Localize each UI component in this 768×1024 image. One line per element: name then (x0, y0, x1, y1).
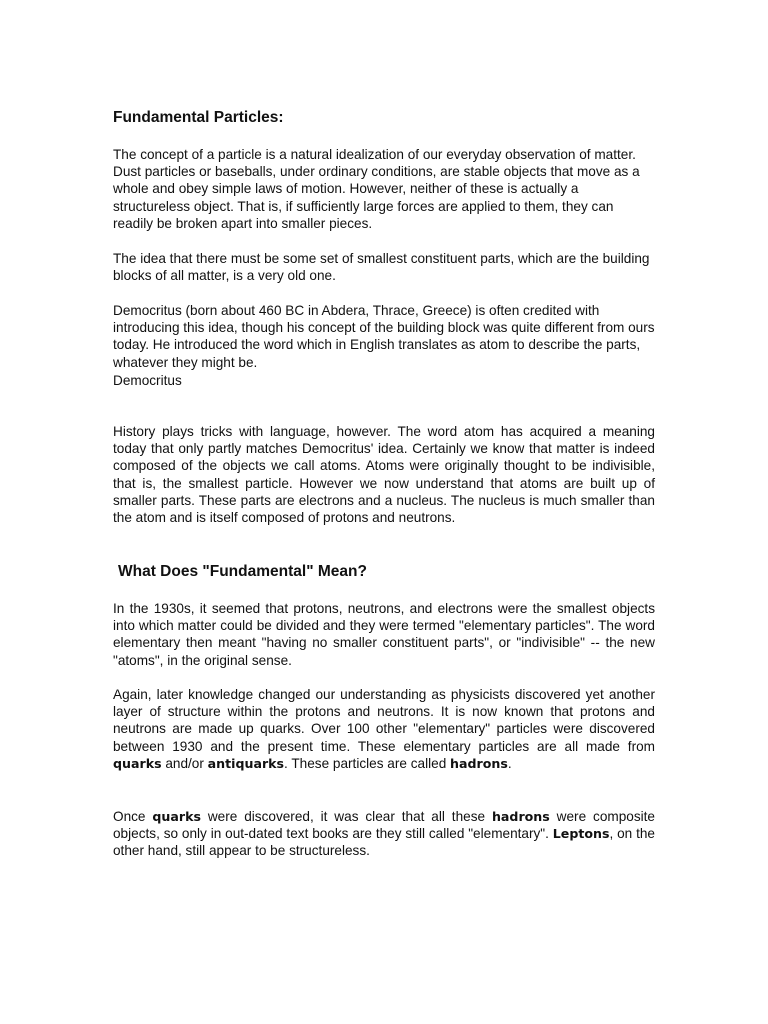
text-segment: Once (113, 809, 153, 824)
bold-term-quarks: quarks (113, 755, 162, 771)
paragraph-concept-of-particle: The concept of a particle is a natural idealization of our everyday observation of matter. Dust particles or baseballs, under ordinary conditions, are stable objects that move as a whole and obey simple laws of motion. However, neither of these is actually a structureless object. That is, if sufficiently large forces are applied to them, they can readily be broken apart into smaller pieces. (113, 147, 640, 231)
text-segment: . (507, 755, 512, 771)
text-segment: , on the other hand, still appear to be structureless. (113, 826, 655, 859)
text-segment: . These particles are called (284, 755, 451, 771)
paragraph-1930s: In the 1930s, it seemed that protons, neutrons, and electrons were the smallest objects into which matter could be divided and they were termed "elementary particles". The word elementary then meant "having no smaller constituent parts", or "indivisible" -- the new "atoms", in the original sense. (113, 601, 655, 668)
text-segment: were discovered, it was clear that all these (200, 809, 492, 824)
democritus-caption: Democritus (113, 373, 182, 388)
text-segment: and/or (161, 755, 208, 771)
paragraph-once-quarks (113, 808, 655, 860)
bold-term-leptons: Leptons (552, 826, 610, 842)
paragraph-smallest-constituents: The idea that there must be some set of smallest constituent parts, which are the building blocks of all matter, is a very old one. (113, 251, 650, 284)
bold-term-hadrons: hadrons (450, 755, 508, 771)
paragraph-later-knowledge (113, 686, 655, 772)
paragraph-democritus: Democritus (born about 460 BC in Abdera, Thrace, Greece) is often credited with introducing this idea, though his concept of the building block was quite different from ours today. He introduced the word which in English translates as atom to describe the parts, whatever they might be. (113, 303, 655, 370)
text-segment: were composite objects, so only in out-dated text books are they still called "elementary". (113, 809, 655, 842)
paragraph-history-language: History plays tricks with language, however. The word atom has acquired a meaning today that only partly matches Democritus' idea. Certainly we know that matter is indeed composed of the objects we call atoms. Atoms were originally thought to be indivisible, that is, the smallest particle. However we now understand that atoms are built up of smaller parts. These parts are electrons and a nucleus. The nucleus is much smaller than the atom and is itself composed of protons and neutrons. (113, 424, 655, 526)
heading-fundamental-particles: Fundamental Particles: (113, 109, 284, 126)
bold-term-hadrons: hadrons (491, 809, 550, 824)
text-segment: Again, later knowledge changed our understanding as physicists discovered yet another layer of structure within the protons and neutrons. It is now known that protons and neutrons are made up quarks. Over 100 other "elementary" particles were discovered between 1930 and the present time. These elementary particles are all made from (113, 687, 655, 754)
bold-term-quarks: quarks (152, 809, 201, 824)
heading-what-does-fundamental-mean: What Does "Fundamental" Mean? (118, 563, 367, 580)
bold-term-antiquarks: antiquarks (207, 755, 285, 771)
